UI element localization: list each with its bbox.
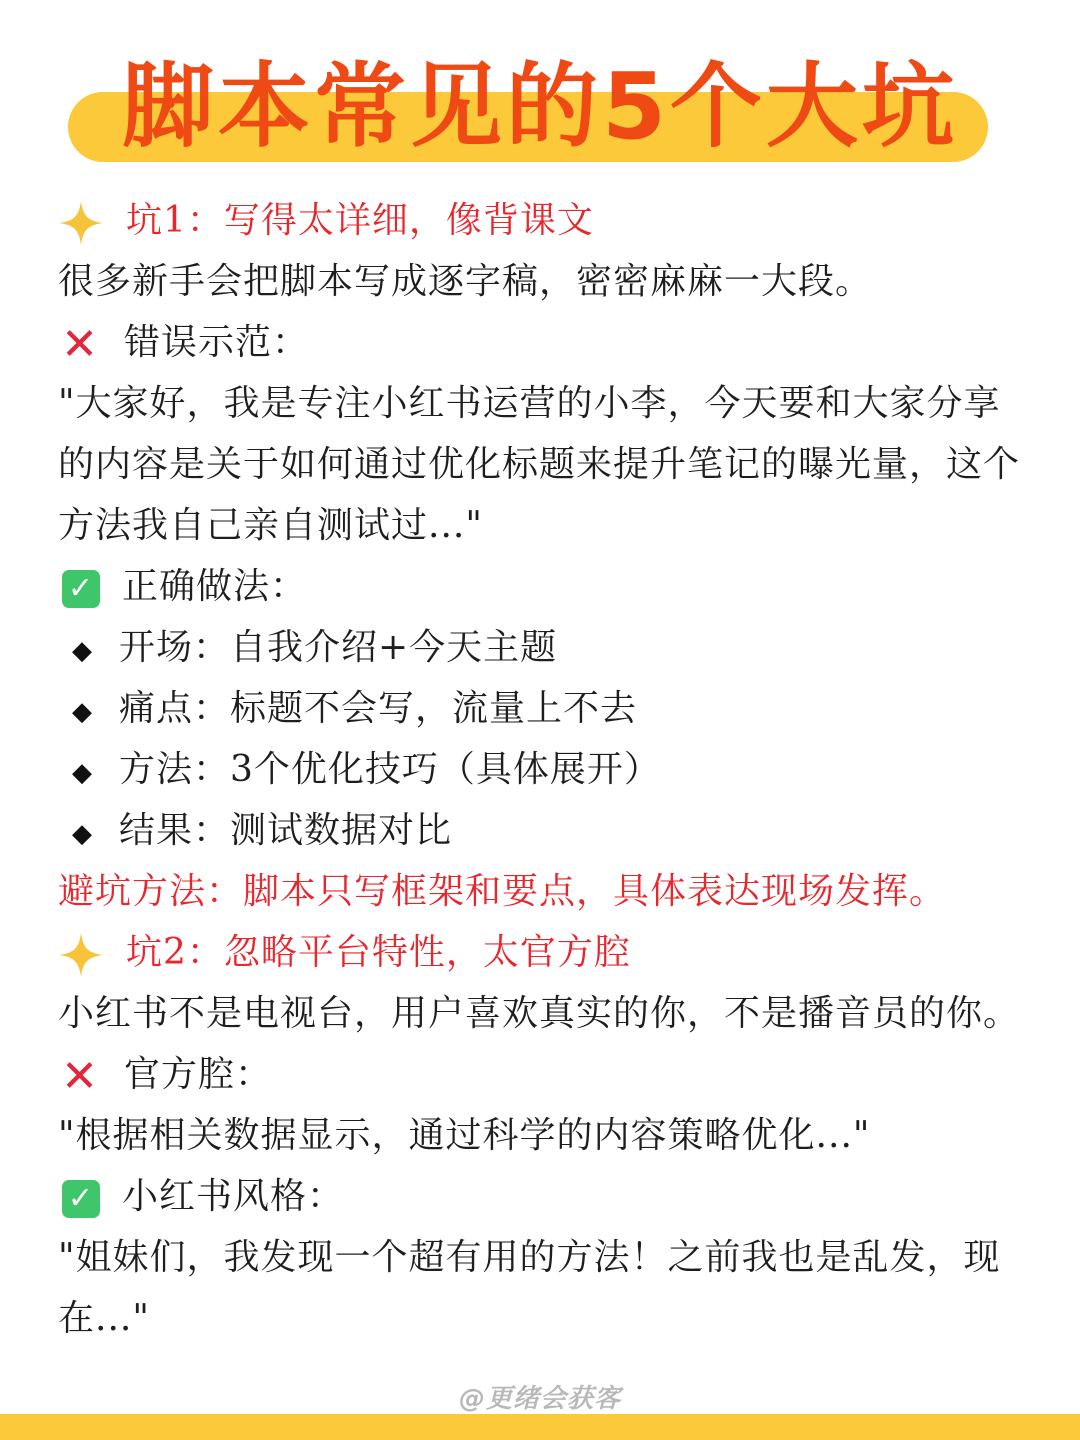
pit2-wrong-row xyxy=(58,1044,1048,1105)
pit1-heading-row xyxy=(58,190,1048,251)
list-item-text: 结果：测试数据对比 xyxy=(119,810,453,851)
list-item xyxy=(58,739,1048,800)
pit2-right-line: 在..." xyxy=(58,1298,150,1339)
pit1-heading: 坑1：写得太详细，像背课文 xyxy=(126,200,594,241)
diamond-bullet-icon: ◆ xyxy=(72,636,93,666)
pit2-wrong-line: "根据相关数据显示，通过科学的内容策略优化..." xyxy=(58,1115,871,1156)
pit1-wrong-line: 方法我自己亲自测试过..." xyxy=(58,505,483,546)
pit1-tip: 避坑方法：脚本只写框架和要点，具体表达现场发挥。 xyxy=(58,871,947,912)
list-item xyxy=(58,617,1048,678)
pit2-intro: 小红书不是电视台，用户喜欢真实的你，不是播音员的你。 xyxy=(58,993,1021,1034)
check-icon: ✓ xyxy=(62,1180,100,1218)
pit1-wrong-line: 的内容是关于如何通过优化标题来提升笔记的曝光量，这个 xyxy=(58,444,1021,485)
cross-icon: ✕ xyxy=(61,319,99,370)
list-item-text: 痛点：标题不会写，流量上不去 xyxy=(119,688,638,729)
list-item xyxy=(58,800,1048,861)
pit2-right-line: "姐妹们，我发现一个超有用的方法！之前我也是乱发，现 xyxy=(58,1237,1001,1278)
pit1-wrong-label: 错误示范： xyxy=(124,322,310,363)
pit1-wrong-line: "大家好，我是专注小红书运营的小李，今天要和大家分享 xyxy=(58,383,1001,424)
pit2-right-row xyxy=(58,1166,1048,1227)
pit1-intro: 很多新手会把脚本写成逐字稿，密密麻麻一大段。 xyxy=(58,261,873,302)
pit2-heading-row xyxy=(58,922,1048,983)
page-title: 脚本常见的5个大坑 xyxy=(121,53,958,160)
author-handle: @更绪会获客 xyxy=(458,1384,621,1414)
pit1-right-row xyxy=(58,556,1048,617)
list-item xyxy=(58,678,1048,739)
cross-icon: ✕ xyxy=(61,1051,99,1102)
pit1-right-label: 正确做法： xyxy=(122,566,308,607)
bottom-accent-bar xyxy=(0,1414,1080,1440)
pit1-wrong-row xyxy=(58,312,1048,373)
diamond-bullet-icon: ◆ xyxy=(72,819,93,849)
diamond-bullet-icon: ◆ xyxy=(72,758,93,788)
pit2-wrong-label: 官方腔： xyxy=(124,1054,273,1095)
check-icon: ✓ xyxy=(62,570,100,608)
diamond-bullet-icon: ◆ xyxy=(72,697,93,727)
pit2-right-label: 小红书风格： xyxy=(122,1176,345,1217)
sparkle-icon xyxy=(58,200,104,246)
list-item-text: 方法：3个优化技巧（具体展开） xyxy=(119,749,661,790)
pit2-heading: 坑2：忽略平台特性，太官方腔 xyxy=(126,932,631,973)
sparkle-icon xyxy=(58,932,104,978)
list-item-text: 开场：自我介绍+今天主题 xyxy=(119,627,558,668)
article-body xyxy=(58,190,1048,1349)
